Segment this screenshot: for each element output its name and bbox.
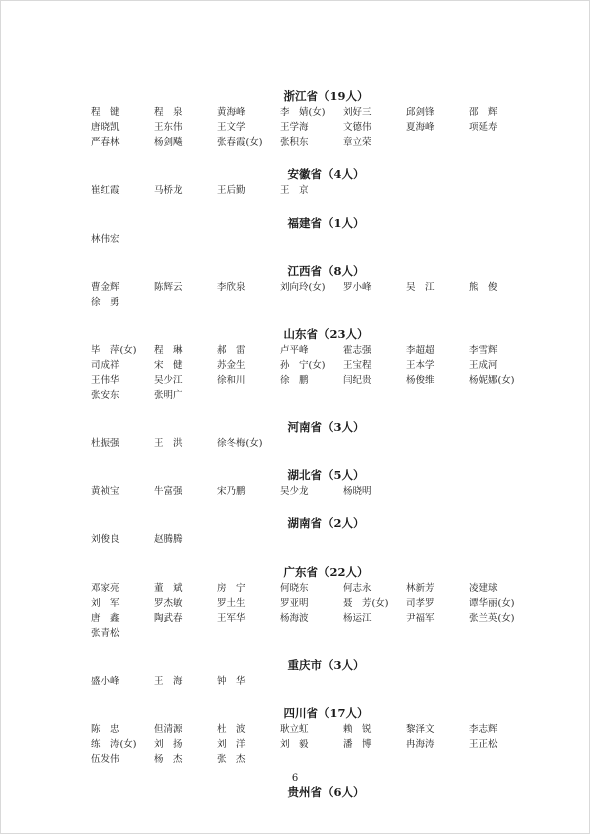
person-name: 冉海涛	[406, 739, 435, 750]
person-name: 刘 毅	[280, 739, 309, 750]
person-name: 严春林	[91, 137, 120, 148]
name-grid	[91, 105, 551, 150]
person-name: 吴 江	[406, 282, 435, 293]
person-name: 李超超	[406, 345, 435, 356]
person-name: 陈 忠	[91, 724, 120, 735]
person-name: 杨妮娜(女)	[469, 375, 515, 386]
person-name: 崔红霞	[91, 185, 120, 196]
person-name: 王后勤	[217, 185, 246, 196]
person-name: 黄祯宝	[91, 486, 120, 497]
person-name: 王宝程	[343, 360, 372, 371]
person-name: 练 涛(女)	[91, 739, 137, 750]
person-name: 文德伟	[343, 122, 372, 133]
person-name: 张兰英(女)	[469, 613, 515, 624]
person-name: 刘俊良	[91, 534, 120, 545]
name-grid	[91, 183, 551, 198]
person-name: 董 斌	[154, 583, 183, 594]
name-grid	[91, 343, 551, 403]
province-heading: 湖北省（5人）	[287, 468, 365, 482]
name-grid	[91, 722, 551, 767]
name-grid	[91, 280, 551, 310]
province-heading: 福建省（1人）	[287, 216, 365, 230]
province-section	[91, 657, 551, 689]
person-name: 夏海峰	[406, 122, 435, 133]
person-name: 李雪辉	[469, 345, 498, 356]
person-name: 宋 健	[154, 360, 183, 371]
person-name: 黎泽文	[406, 724, 435, 735]
person-name: 赵腾腾	[154, 534, 183, 545]
person-name: 张青松	[91, 628, 120, 639]
person-name: 王军华	[217, 613, 246, 624]
person-name: 刘 洋	[217, 739, 246, 750]
person-name: 程 泉	[154, 107, 183, 118]
person-name: 李 婧(女)	[280, 107, 326, 118]
person-name: 王正松	[469, 739, 498, 750]
province-section	[91, 88, 551, 150]
person-name: 林伟宏	[91, 234, 120, 245]
name-grid	[91, 484, 551, 499]
person-name: 卢平峰	[280, 345, 309, 356]
person-name: 杨运江	[343, 613, 372, 624]
person-name: 何志永	[343, 583, 372, 594]
person-name: 陈辉云	[154, 282, 183, 293]
person-name: 李志辉	[469, 724, 498, 735]
person-name: 程 键	[91, 107, 120, 118]
name-grid	[91, 581, 551, 641]
person-name: 章立荣	[343, 137, 372, 148]
person-name: 聂 芳(女)	[343, 598, 389, 609]
person-name: 张春霞(女)	[217, 137, 263, 148]
person-name: 何晓东	[280, 583, 309, 594]
person-name: 刘 扬	[154, 739, 183, 750]
person-name: 邵 辉	[469, 107, 498, 118]
person-name: 程 琳	[154, 345, 183, 356]
person-name: 王 洪	[154, 438, 183, 449]
person-name: 司成祥	[91, 360, 120, 371]
person-name: 唐 鑫	[91, 613, 120, 624]
person-name: 罗杰敏	[154, 598, 183, 609]
person-name: 项延寿	[469, 122, 498, 133]
person-name: 杨俊维	[406, 375, 435, 386]
person-name: 杜振强	[91, 438, 120, 449]
person-name: 张积东	[280, 137, 309, 148]
person-name: 赖 锐	[343, 724, 372, 735]
person-name: 罗土生	[217, 598, 246, 609]
person-name: 王东伟	[154, 122, 183, 133]
person-name: 刘好三	[343, 107, 372, 118]
person-name: 霍志强	[343, 345, 372, 356]
person-name: 徐 勇	[91, 297, 120, 308]
person-name: 耿立虹	[280, 724, 309, 735]
person-name: 杜 波	[217, 724, 246, 735]
person-name: 郝 雷	[217, 345, 246, 356]
person-name: 马桥龙	[154, 185, 183, 196]
person-name: 徐和川	[217, 375, 246, 386]
province-section	[91, 326, 551, 403]
person-name: 张 杰	[217, 754, 246, 765]
person-name: 罗亚明	[280, 598, 309, 609]
person-name: 刘向玲(女)	[280, 282, 326, 293]
person-name: 钟 华	[217, 676, 246, 687]
person-name: 徐冬梅(女)	[217, 438, 263, 449]
page-number: 6	[291, 773, 299, 784]
person-name: 王成河	[469, 360, 498, 371]
person-name: 罗小峰	[343, 282, 372, 293]
person-name: 毕 萍(女)	[91, 345, 137, 356]
province-section	[91, 215, 551, 247]
person-name: 王伟华	[91, 375, 120, 386]
person-name: 房 宁	[217, 583, 246, 594]
person-name: 司孝罗	[406, 598, 435, 609]
person-name: 邓家亮	[91, 583, 120, 594]
person-name: 王文学	[217, 122, 246, 133]
person-name: 吴少龙	[280, 486, 309, 497]
person-name: 王本学	[406, 360, 435, 371]
person-name: 王学海	[280, 122, 309, 133]
province-heading: 重庆市（3人）	[287, 658, 365, 672]
person-name: 曹金辉	[91, 282, 120, 293]
person-name: 林新芳	[406, 583, 435, 594]
name-grid	[91, 232, 551, 247]
person-name: 徐 鹏	[280, 375, 309, 386]
province-section	[91, 166, 551, 198]
person-name: 伍发伟	[91, 754, 120, 765]
person-name: 王 海	[154, 676, 183, 687]
province-heading: 江西省（8人）	[287, 264, 365, 278]
person-name: 张明广	[154, 390, 183, 401]
person-name: 苏金生	[217, 360, 246, 371]
person-name: 杨海波	[280, 613, 309, 624]
province-section	[91, 467, 551, 499]
person-name: 宋乃鹏	[217, 486, 246, 497]
award-list	[91, 72, 551, 801]
person-name: 黄海峰	[217, 107, 246, 118]
person-name: 盛小峰	[91, 676, 120, 687]
province-section	[91, 515, 551, 547]
person-name: 王 京	[280, 185, 309, 196]
name-grid	[91, 436, 551, 451]
province-section	[91, 263, 551, 310]
person-name: 闫纪贵	[343, 375, 372, 386]
province-section	[91, 705, 551, 767]
province-heading: 四川省（17人）	[283, 706, 369, 720]
person-name: 李欣泉	[217, 282, 246, 293]
person-name: 杨 杰	[154, 754, 183, 765]
person-name: 邱剑锋	[406, 107, 435, 118]
person-name: 杨剑飚	[154, 137, 183, 148]
person-name: 刘 军	[91, 598, 120, 609]
name-grid	[91, 532, 551, 547]
province-heading: 广东省（22人）	[283, 565, 369, 579]
person-name: 杨晓明	[343, 486, 372, 497]
province-section	[91, 564, 551, 641]
person-name: 孙 宁(女)	[280, 360, 326, 371]
province-heading: 贵州省（6人）	[287, 785, 365, 799]
person-name: 潘 博	[343, 739, 372, 750]
province-heading: 湖南省（2人）	[287, 516, 365, 530]
person-name: 牛富强	[154, 486, 183, 497]
person-name: 谭华丽(女)	[469, 598, 515, 609]
province-section	[91, 784, 551, 801]
person-name: 但清源	[154, 724, 183, 735]
province-section	[91, 419, 551, 451]
name-grid	[91, 674, 551, 689]
province-heading: 安徽省（4人）	[287, 167, 365, 181]
person-name: 尹福军	[406, 613, 435, 624]
person-name: 唐晓凯	[91, 122, 120, 133]
person-name: 张安东	[91, 390, 120, 401]
person-name: 凌建球	[469, 583, 498, 594]
person-name: 熊 俊	[469, 282, 498, 293]
province-heading: 河南省（3人）	[287, 420, 365, 434]
province-heading: 浙江省（19人）	[283, 89, 369, 103]
person-name: 陶武春	[154, 613, 183, 624]
province-heading: 山东省（23人）	[283, 327, 369, 341]
person-name: 吴少江	[154, 375, 183, 386]
